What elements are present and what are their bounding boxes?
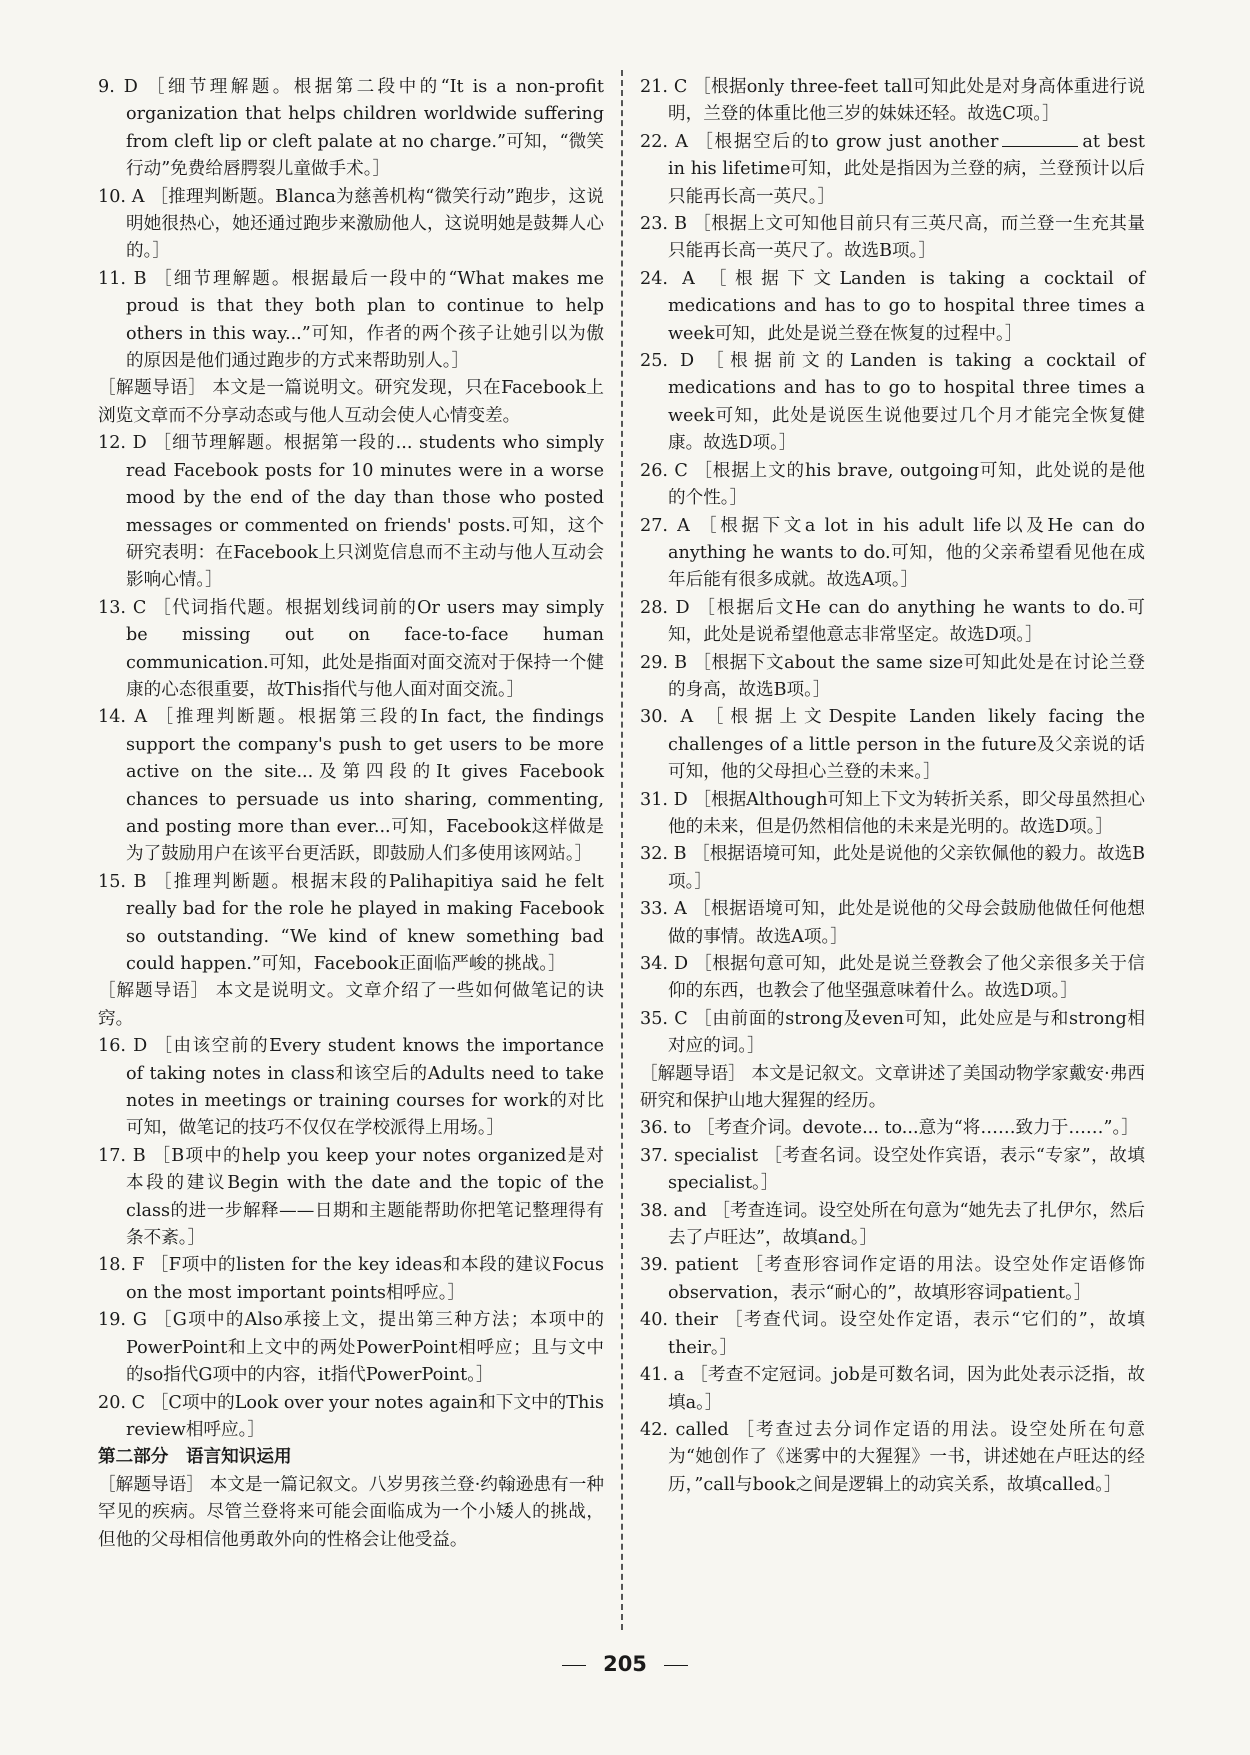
answer-item: 9. D ［细节理解题。根据第二段中的“It is a non-profit organization that helps children worldwide suffering from cleft lip or cleft palate at no charge.”可知，“微笑行动”免费给唇腭裂儿童做手术。］ (98, 77, 604, 180)
answer-item: 25. D ［根据前文的Landen is taking a cocktail of medications and has to go to hospital three times a week可知，此处是说医生说他要过几个月才能完全恢复健康。故选D项。］ (640, 351, 1145, 454)
answer-item: 20. C ［C项中的Look over your notes again和下文中的This review相呼应。］ (98, 1392, 604, 1440)
section-heading: 第二部分 语言知识运用 (98, 1447, 292, 1468)
column-divider (621, 70, 623, 1630)
answer-item: 18. F ［F项中的listen for the key ideas和本段的建议Focus on the most important points相呼应。］ (98, 1255, 604, 1303)
answer-item: 33. A ［根据语境可知，此处是说他的父母会鼓励他做任何他想做的事情。故选A项。］ (640, 899, 1145, 947)
answer-item: 34. D ［根据句意可知，此处是说兰登教会了他父亲很多关于信仰的东西，也教会了他坚强意味着什么。故选D项。］ (640, 954, 1145, 1002)
answer-text-before-blank: 22. A ［根据空后的to grow just another (640, 131, 999, 152)
answer-item (640, 129, 1145, 211)
answer-item: 16. D ［由该空前的Every student knows the importance of taking notes in class和该空后的Adults need to take notes in meetings or training courses for work的对比可知，做笔记的技巧不仅仅在学校派得上用场。］ (98, 1036, 604, 1139)
answer-item: 10. A ［推理判断题。Blanca为慈善机构“微笑行动”跑步，这说明她很热心，她还通过跑步来激励他人，这说明她是鼓舞人心的。］ (98, 186, 604, 262)
footer-dash-right (664, 1665, 688, 1666)
answer-item: 15. B ［推理判断题。根据末段的Palihapitiya said he felt really bad for the role he played in making Facebook so outstanding. “We kind of knew something bad could happen.”可知，Facebook正面临严峻的挑战。］ (98, 871, 604, 974)
answer-item: 29. B ［根据下文about the same size可知此处是在讨论兰登的身高，故选B项。］ (640, 652, 1145, 700)
page-footer (0, 1652, 1250, 1676)
answer-item: 37. specialist ［考查名词。设空处作宾语，表示“专家”，故填specialist。］ (640, 1145, 1145, 1194)
answer-item: 31. D ［根据Although可知上下文为转折关系，即父母虽然担心他的未来，但是仍然相信他的未来是光明的。故选D项。］ (640, 789, 1145, 837)
answer-item: 19. G ［G项中的Also承接上文，提出第三种方法；本项中的PowerPoint和上文中的两处PowerPoint相呼应；且与文中的so指代G项中的内容，it指代PowerPoint。］ (98, 1310, 604, 1386)
passage-guide: ［解题导语］ 本文是一篇说明文。研究发现，只在Facebook上浏览文章而不分享动态或与他人互动会使人心情变差。 (98, 378, 604, 426)
answer-item: 23. B ［根据上文可知他目前只有三英尺高，而兰登一生充其量只能再长高一英尺了。故选B项。］ (640, 214, 1145, 262)
answer-item: 36. to ［考查介词。devote... to...意为“将……致力于……”。］ (640, 1118, 1139, 1139)
right-column (640, 74, 1145, 1499)
answer-item: 21. C ［根据only three-feet tall可知此处是对身高体重进行说明，兰登的体重比他三岁的妹妹还轻。故选C项。］ (640, 77, 1145, 125)
answer-item: 24. A ［根据下文Landen is taking a cocktail of medications and has to go to hospital three times a week可知，此处是说兰登在恢复的过程中。］ (640, 268, 1145, 344)
answer-item: 32. B ［根据语境可知，此处是说他的父亲钦佩他的毅力。故选B项。］ (640, 844, 1145, 892)
answer-item: 14. A ［推理判断题。根据第三段的In fact, the findings support the company's push to get users to be more active on the site...及第四段的It gives Facebook chances to persuade us into sharing, commenting, and posting more than ever...可知，Facebook这样做是为了鼓励用户在该平台更活跃，即鼓励人们多使用该网站。］ (98, 707, 604, 865)
answer-item: 17. B ［B项中的help you keep your notes organized是对本段的建议Begin with the date and the topic of the class的进一步解释——日期和主题能帮助你把笔记整理得有条不紊。］ (98, 1145, 604, 1249)
passage-guide: ［解题导语］ 本文是说明文。文章介绍了一些如何做笔记的诀窍。 (98, 981, 604, 1029)
answer-item: 30. A ［根据上文Despite Landen likely facing the challenges of a little person in the future及父亲说的话可知，他的父母担心兰登的未来。］ (640, 707, 1145, 783)
answer-item: 41. a ［考查不定冠词。job是可数名词，因为此处表示泛指，故填a。］ (640, 1365, 1145, 1413)
answer-item: 11. B ［细节理解题。根据最后一段中的“What makes me proud is that they both plan to continue to help others in this way...”可知，作者的两个孩子让她引以为傲的原因是他们通过跑步的方式来帮助别人。］ (98, 268, 604, 372)
footer-dash-left (562, 1665, 586, 1666)
left-column (98, 74, 604, 1554)
answer-item: 38. and ［考查连词。设空处所在句意为“她先去了扎伊尔，然后去了卢旺达”，故填and。］ (640, 1200, 1145, 1249)
answer-text-after-blank: at best in his lifetime可知，此处是指因为兰登的病，兰登预计以后只能再长高一英尺。］ (668, 131, 1145, 207)
answer-item: 39. patient ［考查形容词作定语的用法。设空处作定语修饰observation，表示“耐心的”，故填形容词patient。］ (640, 1255, 1145, 1303)
answer-item: 12. D ［细节理解题。根据第一段的... students who simply read Facebook posts for 10 minutes were in a worse mood by the end of the day than those who posted messages or commented on friends' posts.可知，这个研究表明：在Facebook上只浏览信息而不主动与他人互动会影响心情。］ (98, 433, 604, 591)
passage-guide: ［解题导语］ 本文是记叙文。文章讲述了美国动物学家戴安·弗西研究和保护山地大猩猩的经历。 (640, 1063, 1145, 1112)
fill-blank-line (1002, 145, 1078, 147)
answer-item: 26. C ［根据上文的his brave, outgoing可知，此处说的是他的个性。］ (640, 460, 1145, 509)
answer-item: 40. their ［考查代词。设空处作定语，表示“它们的”，故填their。］ (640, 1310, 1145, 1358)
answer-item: 27. A ［根据下文a lot in his adult life以及He can do anything he wants to do.可知，他的父亲希望看见他在成年后能有很多成就。故选A项。］ (640, 515, 1145, 591)
answer-item: 42. called ［考查过去分词作定语的用法。设空处所在句意为“她创作了《迷雾中的大猩猩》一书，讲述她在卢旺达的经历，”call与book之间是逻辑上的动宾关系，故填called。］ (640, 1419, 1145, 1495)
passage-guide: ［解题导语］ 本文是一篇记叙文。八岁男孩兰登·约翰逊患有一种罕见的疾病。尽管兰登将来可能会面临成为一个小矮人的挑战，但他的父母相信他勇敢外向的性格会让他受益。 (98, 1474, 604, 1550)
answer-item: 35. C ［由前面的strong及even可知，此处应是与和strong相对应的词。］ (640, 1008, 1145, 1057)
answer-item: 13. C ［代词指代题。根据划线词前的Or users may simply be missing out on face-to-face human communication.可知，此处是指面对面交流对于保持一个健康的心态很重要，故This指代与他人面对面交流。］ (98, 597, 604, 700)
answer-item: 28. D ［根据后文He can do anything he wants to do.可知，此处是说希望他意志非常坚定。故选D项。］ (640, 597, 1145, 646)
page-number: 205 (603, 1652, 647, 1676)
